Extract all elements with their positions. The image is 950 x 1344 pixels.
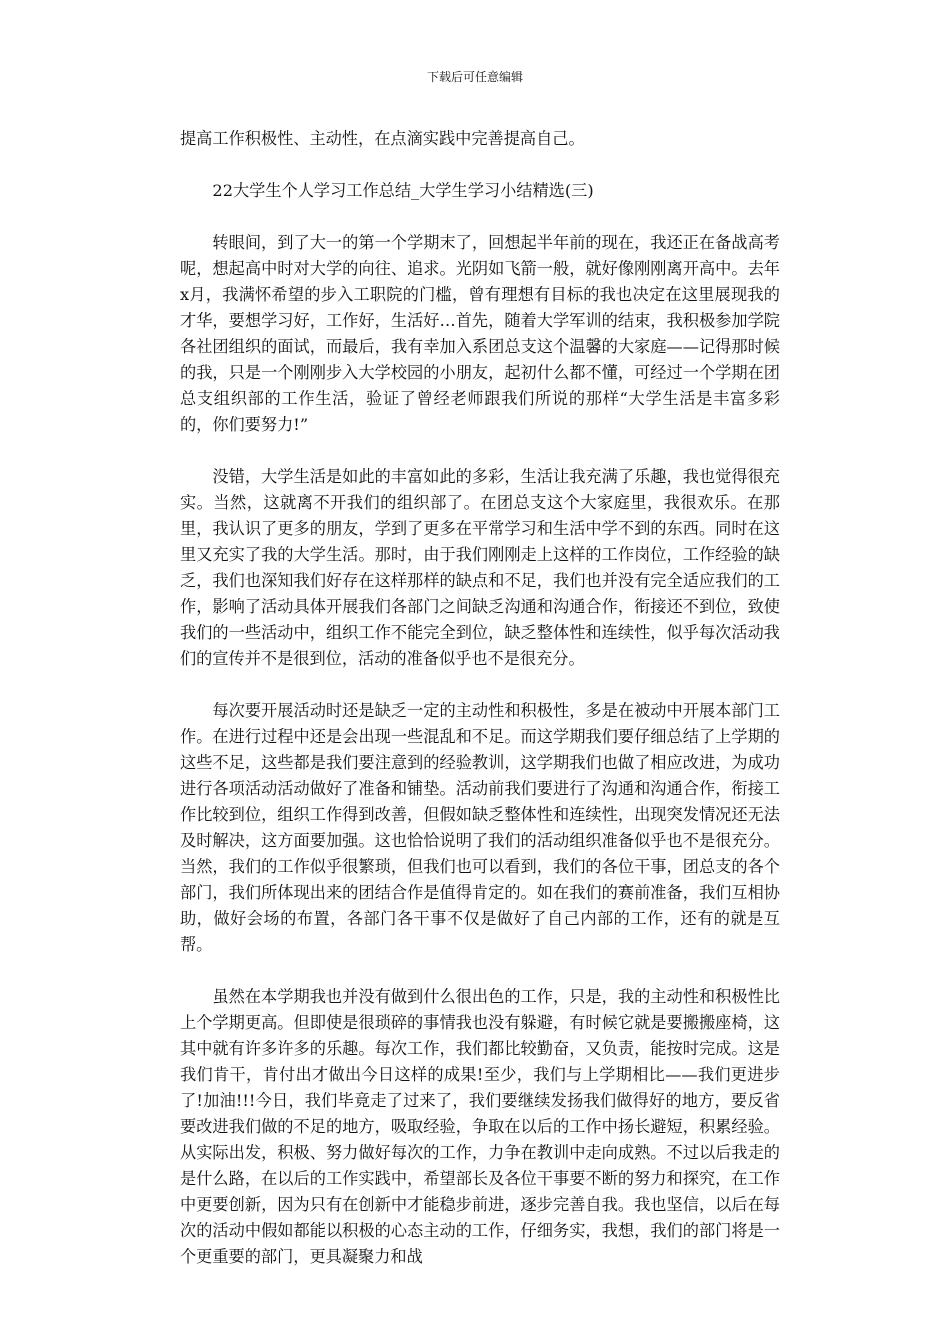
paragraph: 没错，大学生活是如此的丰富如此的多彩，生活让我充满了乐趣，我也觉得很充实。当然，这就离不开我们的组织部了。在团总支这个大家庭里，我很欢乐。在那里，我认识了更多的朋友，学到了更多在平常学习和生活中学不到的东西。同时在这里又充实了我的大学生活。那时，由于我们刚刚走上这样的工作岗位，工作经验的缺乏，我们也深知我们好存在这样那样的缺点和不足，我们也并没有完全适应我们的工作，影响了活动具体开展我们各部门之间缺乏沟通和沟通合作，衔接还不到位，致使我们的一些活动中，组织工作不能完全到位，缺乏整体性和连续性，似乎每次活动我们的宣传并不是很到位，活动的准备似乎也不是很充分。 <box>180 467 780 668</box>
document-body <box>180 126 780 1296</box>
paragraph: 转眼间，到了大一的第一个学期末了，回想起半年前的现在，我还正在备战高考呢，想起高中时对大学的向往、追求。光阴如飞箭一般，就好像刚刚离开高中。去年x月，我满怀希望的步入工职院的门槛，曾有理想有目标的我也决定在这里展现我的才华，要想学习好，工作好，生活好…首先，随着大学军训的结束，我积极参加学院各社团组织的面试，而最后，我有幸加入系团总支这个温馨的大家庭——记得那时候的我，只是一个刚刚步入大学校园的小朋友，起初什么都不懂，可经过一个学期在团总支组织部的工作生活，验证了曾经老师跟我们所说的那样“大学生活是丰富多彩的，你们要努力!” <box>180 233 780 434</box>
page-header: 下载后可任意编辑 <box>426 70 523 84</box>
paragraph-continuation: 提高工作积极性、主动性，在点滴实践中完善提高自己。 <box>180 129 585 148</box>
paragraph: 每次要开展活动时还是缺乏一定的主动性和积极性，多是在被动中开展本部门工作。在进行过程中还是会出现一些混乱和不足。而这学期我们要仔细总结了上学期的这些不足，这些都是我们要注意到的经验教训，这学期我们也做了相应改进，为成功进行各项活动活动做好了准备和铺垫。活动前我们要进行了沟通和沟通合作，衔接工作比较到位，组织工作得到改善，但假如缺乏整体性和连续性，出现突发情况还无法及时解决，这方面要加强。这也恰恰说明了我们的活动组织准备似乎也不是很充分。当然，我们的工作似乎很繁琐，但我们也可以看到，我们的各位干事，团总支的各个部门，我们所体现出来的团结合作是值得肯定的。如在我们的赛前准备，我们互相协助，做好会场的布置，各部门各干事不仅是做好了自己内部的工作，还有的就是互帮。 <box>180 701 780 954</box>
section-title: 22大学生个人学习工作总结_大学生学习小结精选(三) <box>212 181 594 200</box>
paragraph: 虽然在本学期我也并没有做到什么很出色的工作，只是，我的主动性和积极性比上个学期更高。但即使是很琐碎的事情我也没有躲避，有时候它就是要搬搬座椅，这其中就有许多许多的乐趣。每次工作，我们都比较勤奋，又负责，能按时完成。这是我们肯干，肯付出才做出今日这样的成果!至少，我们与上学期相比——我们更进步了!加油!!!今日，我们毕竟走了过来了，我们要继续发扬我们做得好的地方，要反省要改进我们做的不足的地方，吸取经验，争取在以后的工作中扬长避短，积累经验。从实际出发，积极、努力做好每次的工作，力争在教训中走向成熟。不过以后我走的是什么路，在以后的工作实践中，希望部长及各位干事要不断的努力和探究，在工作中更要创新，因为只有在创新中才能稳步前进，逐步完善自我。我也坚信，以后在每次的活动中假如都能以积极的心态主动的工作，仔细务实，我想，我们的部门将是一个更重要的部门，更具凝聚力和战 <box>180 987 780 1266</box>
